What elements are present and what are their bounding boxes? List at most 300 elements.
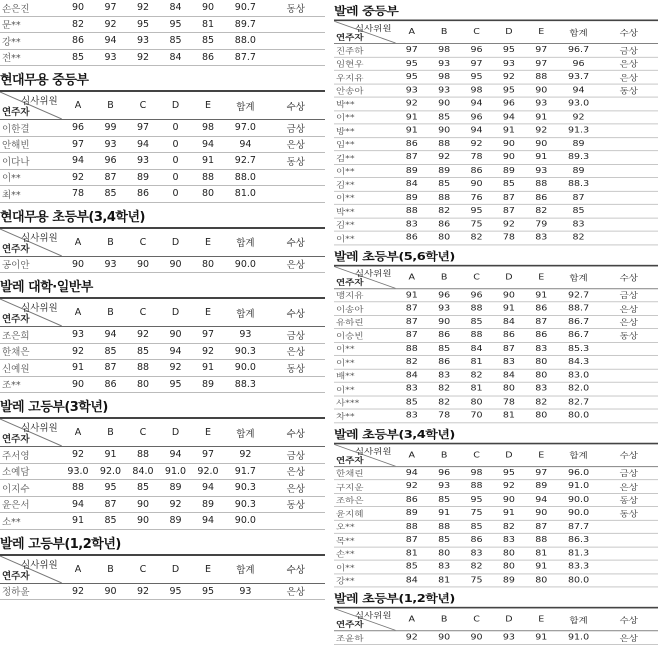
judge-score: 80: [493, 560, 525, 573]
diagonal-header-cell: [334, 265, 396, 288]
judge-score: 88: [192, 169, 225, 186]
total-score: 92: [224, 447, 266, 464]
performer-label: 연주자: [336, 33, 364, 43]
judge-score: 97: [62, 136, 95, 153]
judge-score: 92: [525, 124, 557, 137]
judge-score: 84: [493, 369, 525, 382]
table-header-row: [0, 298, 325, 327]
section-title: 발레 초등부(5,6학년): [334, 250, 455, 263]
column-header: E: [192, 418, 225, 447]
performer-name: 이**: [334, 342, 396, 355]
judge-score: 88: [428, 520, 460, 533]
column-header: A: [396, 608, 428, 631]
judge-score: 88: [428, 191, 460, 204]
judge-score: 86: [396, 231, 428, 244]
performer-name: 김**: [334, 218, 396, 231]
total-score: 92: [558, 110, 600, 123]
column-header: B: [428, 20, 460, 43]
judge-score: 0: [159, 136, 192, 153]
judge-score: 85: [428, 342, 460, 355]
total-score: 89.3: [558, 151, 600, 164]
judge-score: 85: [127, 343, 160, 360]
judge-score: 89: [493, 574, 525, 587]
judge-score: 84: [396, 369, 428, 382]
total-score: 90.0: [224, 513, 266, 530]
judge-score: 91: [493, 506, 525, 519]
performer-name: 강**: [0, 33, 62, 50]
judge-score: 93: [94, 136, 127, 153]
table-row: [334, 288, 658, 301]
table-row: [0, 153, 325, 170]
performer-name: 김**: [334, 177, 396, 190]
judge-score: 95: [460, 204, 492, 217]
table-row: [334, 631, 658, 644]
total-score: 97.0: [224, 120, 266, 137]
judge-score: 87: [396, 151, 428, 164]
column-header: A: [62, 555, 95, 584]
award-cell: [267, 16, 326, 33]
table-row: [0, 327, 325, 344]
award-cell: 동상: [267, 360, 326, 377]
judges-label: 심사위원: [354, 24, 392, 34]
judge-score: 89: [428, 164, 460, 177]
judge-score: 85: [396, 396, 428, 409]
table-row: [334, 70, 658, 83]
judge-score: 86: [127, 186, 160, 203]
column-header: B: [94, 298, 127, 327]
judge-score: 95: [94, 480, 127, 497]
total-score: 87: [558, 191, 600, 204]
award-cell: [600, 533, 658, 546]
judge-score: 98: [460, 84, 492, 97]
award-cell: 은상: [600, 480, 658, 493]
column-header: E: [525, 20, 557, 43]
judge-score: 81: [192, 16, 225, 33]
performer-name: 소예담: [0, 463, 62, 480]
judge-score: 78: [460, 151, 492, 164]
award-cell: 동상: [600, 493, 658, 506]
judge-score: 95: [396, 70, 428, 83]
judge-score: 92: [396, 97, 428, 110]
judge-score: 84: [460, 342, 492, 355]
total-score: 90.0: [224, 256, 266, 273]
award-cell: 은상: [267, 343, 326, 360]
judge-score: 85: [127, 480, 160, 497]
diagonal-header-cell: [0, 555, 62, 584]
award-cell: 동상: [267, 0, 326, 16]
judge-score: 97: [396, 43, 428, 56]
judge-score: 93: [428, 57, 460, 70]
award-cell: [600, 110, 658, 123]
judge-score: 85: [493, 177, 525, 190]
judge-score: 93: [428, 302, 460, 315]
judge-score: 83: [428, 369, 460, 382]
section-title: 발레 대학·일반부: [0, 280, 93, 295]
judge-score: 83: [428, 560, 460, 573]
judge-score: 90: [460, 631, 492, 644]
results-section: [334, 250, 658, 423]
judge-score: 88: [525, 177, 557, 190]
judge-score: 91: [192, 153, 225, 170]
judge-score: 93: [94, 49, 127, 66]
judges-label: 심사위원: [354, 611, 392, 621]
judge-score: 85: [396, 560, 428, 573]
judge-score: 91: [62, 513, 95, 530]
judge-score: 82: [428, 204, 460, 217]
table-row: [334, 315, 658, 328]
award-cell: 금상: [600, 466, 658, 479]
award-cell: [600, 137, 658, 150]
column-header: B: [94, 228, 127, 257]
judge-score: 0: [159, 169, 192, 186]
column-header: 수상: [267, 91, 326, 120]
judge-score: 97: [192, 447, 225, 464]
left-column: [0, 0, 325, 600]
judge-score: 86: [94, 376, 127, 393]
performer-name: 안송아: [334, 84, 396, 97]
performer-name: 조하은: [334, 493, 396, 506]
judge-score: 91: [525, 631, 557, 644]
score-table: [0, 417, 325, 530]
results-section: [334, 5, 658, 245]
judge-score: 97: [525, 466, 557, 479]
total-score: 89: [558, 137, 600, 150]
table-row: [334, 506, 658, 519]
judge-score: 97: [460, 57, 492, 70]
judge-score: 85: [428, 110, 460, 123]
judge-score: 97: [192, 327, 225, 344]
total-score: 93: [224, 583, 266, 600]
performer-name: 소**: [0, 513, 62, 530]
judge-score: 83: [493, 355, 525, 368]
column-header: D: [493, 443, 525, 466]
total-score: 82: [558, 231, 600, 244]
judge-score: 92: [396, 631, 428, 644]
judge-score: 91: [493, 302, 525, 315]
performer-name: 신예원: [0, 360, 62, 377]
judge-score: 75: [460, 506, 492, 519]
judge-score: 92: [493, 480, 525, 493]
judge-score: 92: [94, 16, 127, 33]
judge-score: 80: [525, 369, 557, 382]
score-table: [0, 90, 325, 203]
column-header: B: [94, 555, 127, 584]
judge-score: 81: [396, 547, 428, 560]
table-row: [0, 16, 325, 33]
column-header: 합계: [224, 418, 266, 447]
table-row: [0, 343, 325, 360]
table-row: [0, 33, 325, 50]
table-row: [334, 369, 658, 382]
table-row: [0, 49, 325, 66]
performer-name: 정하윤: [0, 583, 62, 600]
results-section: [0, 209, 325, 274]
judge-score: 82: [525, 396, 557, 409]
column-header: B: [94, 91, 127, 120]
total-score: 80.0: [558, 409, 600, 422]
judge-score: 95: [493, 466, 525, 479]
total-score: 82.0: [558, 382, 600, 395]
total-score: 90.0: [558, 493, 600, 506]
judge-score: 83: [525, 342, 557, 355]
award-cell: 동상: [600, 506, 658, 519]
judge-score: 92: [460, 137, 492, 150]
judge-score: 86: [428, 329, 460, 342]
column-header: 수상: [267, 555, 326, 584]
judge-score: 90: [525, 84, 557, 97]
column-header: E: [192, 298, 225, 327]
award-cell: [600, 342, 658, 355]
table-row: [0, 583, 325, 600]
table-row: [334, 480, 658, 493]
judge-score: 79: [525, 218, 557, 231]
column-header: D: [159, 91, 192, 120]
judge-score: 89: [159, 513, 192, 530]
judge-score: 90: [127, 256, 160, 273]
performer-name: 차**: [334, 409, 396, 422]
award-cell: 금상: [267, 327, 326, 344]
judge-score: 85: [94, 186, 127, 203]
performer-name: 이**: [334, 110, 396, 123]
judge-score: 86: [428, 218, 460, 231]
table-row: [0, 136, 325, 153]
judge-score: 94: [94, 327, 127, 344]
performer-name: 주서영: [0, 447, 62, 464]
performer-name: 이승빈: [334, 329, 396, 342]
award-cell: [600, 151, 658, 164]
judge-score: 90: [62, 376, 95, 393]
judge-score: 80: [493, 547, 525, 560]
total-score: 88.3: [558, 177, 600, 190]
judge-score: 84: [159, 0, 192, 16]
judge-score: 90: [428, 97, 460, 110]
diagonal-header-cell: [334, 20, 396, 43]
total-score: 83.0: [558, 369, 600, 382]
judge-score: 98: [192, 120, 225, 137]
judge-score: 76: [460, 191, 492, 204]
table-row: [334, 177, 658, 190]
total-score: 90.0: [558, 506, 600, 519]
score-table: [0, 554, 325, 601]
performer-name: 안해빈: [0, 136, 62, 153]
total-score: 90.3: [224, 343, 266, 360]
judge-score: 95: [460, 70, 492, 83]
table-header-row: [334, 265, 658, 288]
judge-score: 87: [525, 315, 557, 328]
total-score: 93.0: [558, 97, 600, 110]
judge-score: 91: [428, 506, 460, 519]
column-header: 합계: [224, 91, 266, 120]
judge-score: 88: [62, 480, 95, 497]
judge-score: 90: [62, 256, 95, 273]
column-header: E: [192, 555, 225, 584]
column-header: A: [62, 91, 95, 120]
award-cell: [600, 369, 658, 382]
judge-score: 94: [159, 447, 192, 464]
score-table: [0, 0, 325, 66]
column-header: A: [62, 228, 95, 257]
judge-score: 94: [62, 496, 95, 513]
table-row: [334, 560, 658, 573]
judge-score: 86: [428, 355, 460, 368]
judge-score: 90: [460, 177, 492, 190]
award-cell: [600, 547, 658, 560]
judge-score: 92: [159, 496, 192, 513]
judge-score: 91: [525, 288, 557, 301]
judge-score: 94: [192, 136, 225, 153]
section-title: 발레 초등부(3,4학년): [334, 428, 455, 441]
judge-score: 90: [493, 493, 525, 506]
judge-score: 93: [525, 97, 557, 110]
column-header: D: [159, 418, 192, 447]
column-header: 수상: [267, 228, 326, 257]
award-cell: 은상: [600, 302, 658, 315]
column-header: 수상: [600, 608, 658, 631]
table-row: [334, 396, 658, 409]
judge-score: 96: [460, 110, 492, 123]
judge-score: 75: [460, 218, 492, 231]
table-row: [0, 169, 325, 186]
judge-score: 85: [460, 520, 492, 533]
judge-score: 89: [493, 164, 525, 177]
column-header: C: [127, 418, 160, 447]
judge-score: 97: [525, 43, 557, 56]
judge-score: 91: [493, 124, 525, 137]
total-score: 83.3: [558, 560, 600, 573]
performer-name: 이**: [334, 231, 396, 244]
award-cell: 동상: [267, 496, 326, 513]
judge-score: 90: [428, 124, 460, 137]
performer-name: 이**: [334, 164, 396, 177]
results-section: [334, 592, 658, 644]
performer-label: 연주자: [2, 314, 30, 325]
column-header: 합계: [224, 298, 266, 327]
judge-score: 87: [94, 496, 127, 513]
award-cell: [600, 191, 658, 204]
judge-score: 91: [396, 288, 428, 301]
score-table: [0, 227, 325, 274]
judge-score: 81: [428, 574, 460, 587]
performer-label: 연주자: [336, 620, 364, 630]
diagonal-header-cell: [0, 418, 62, 447]
award-cell: [600, 204, 658, 217]
judge-score: 85: [428, 493, 460, 506]
judge-score: 94: [94, 33, 127, 50]
judge-score: 94: [396, 466, 428, 479]
judge-score: 84: [396, 177, 428, 190]
total-score: 87.7: [558, 520, 600, 533]
judge-score: 82: [428, 382, 460, 395]
judge-score: 82: [525, 204, 557, 217]
judge-score: 91: [62, 360, 95, 377]
judge-score: 87: [396, 329, 428, 342]
judge-score: 96: [460, 288, 492, 301]
performer-label: 연주자: [2, 570, 30, 582]
award-cell: [600, 177, 658, 190]
judge-score: 87: [493, 204, 525, 217]
table-row: [334, 191, 658, 204]
performer-name: 이**: [334, 560, 396, 573]
award-cell: 동상: [600, 84, 658, 97]
judge-score: 75: [460, 574, 492, 587]
judge-score: 88: [396, 342, 428, 355]
award-cell: [600, 218, 658, 231]
performer-name: 윤지혜: [334, 506, 396, 519]
score-table: [334, 442, 658, 587]
table-header-row: [0, 91, 325, 120]
table-header-row: [0, 555, 325, 584]
award-cell: 은상: [600, 631, 658, 644]
total-score: 93: [224, 327, 266, 344]
judge-score: 87: [94, 360, 127, 377]
total-score: 94: [224, 136, 266, 153]
judge-score: 96: [62, 120, 95, 137]
judges-label: 심사위원: [354, 447, 392, 457]
judge-score: 86: [62, 33, 95, 50]
table-row: [334, 151, 658, 164]
judge-score: 94: [192, 513, 225, 530]
total-score: 89.7: [224, 16, 266, 33]
table-row: [334, 84, 658, 97]
table-row: [0, 513, 325, 530]
judge-score: 90: [94, 583, 127, 600]
table-row: [334, 533, 658, 546]
judge-score: 87: [396, 315, 428, 328]
diagonal-header-cell: [0, 298, 62, 327]
performer-name: 임**: [334, 137, 396, 150]
section-title: 발레 초등부(1,2학년): [334, 593, 455, 606]
judge-score: 93: [127, 33, 160, 50]
award-cell: [600, 560, 658, 573]
judge-score: 90: [127, 513, 160, 530]
table-row: [334, 137, 658, 150]
judge-score: 88: [396, 204, 428, 217]
table-row: [0, 376, 325, 393]
performer-name: 한채은: [0, 343, 62, 360]
judge-score: 88: [127, 360, 160, 377]
table-row: [334, 382, 658, 395]
judge-score: 95: [460, 493, 492, 506]
table-row: [334, 110, 658, 123]
award-cell: [600, 97, 658, 110]
judge-score: 86: [396, 137, 428, 150]
award-cell: 은상: [267, 480, 326, 497]
column-header: D: [493, 608, 525, 631]
total-score: 91.0: [558, 631, 600, 644]
table-row: [0, 186, 325, 203]
judge-score: 90: [493, 151, 525, 164]
diagonal-header-cell: [0, 91, 62, 120]
table-row: [334, 57, 658, 70]
award-cell: [600, 124, 658, 137]
column-header: A: [62, 418, 95, 447]
performer-name: 문**: [0, 16, 62, 33]
judge-score: 81: [493, 409, 525, 422]
judge-score: 83: [525, 231, 557, 244]
award-cell: 은상: [267, 256, 326, 273]
award-cell: [600, 382, 658, 395]
judge-score: 95: [396, 57, 428, 70]
results-section: [0, 536, 325, 601]
judge-score: 97: [525, 57, 557, 70]
judges-label: 심사위원: [21, 232, 58, 244]
total-score: 88.7: [558, 302, 600, 315]
judge-score: 82: [460, 231, 492, 244]
judge-score: 90: [159, 327, 192, 344]
judge-score: 78: [428, 409, 460, 422]
table-row: [0, 496, 325, 513]
performer-name: 우지유: [334, 70, 396, 83]
